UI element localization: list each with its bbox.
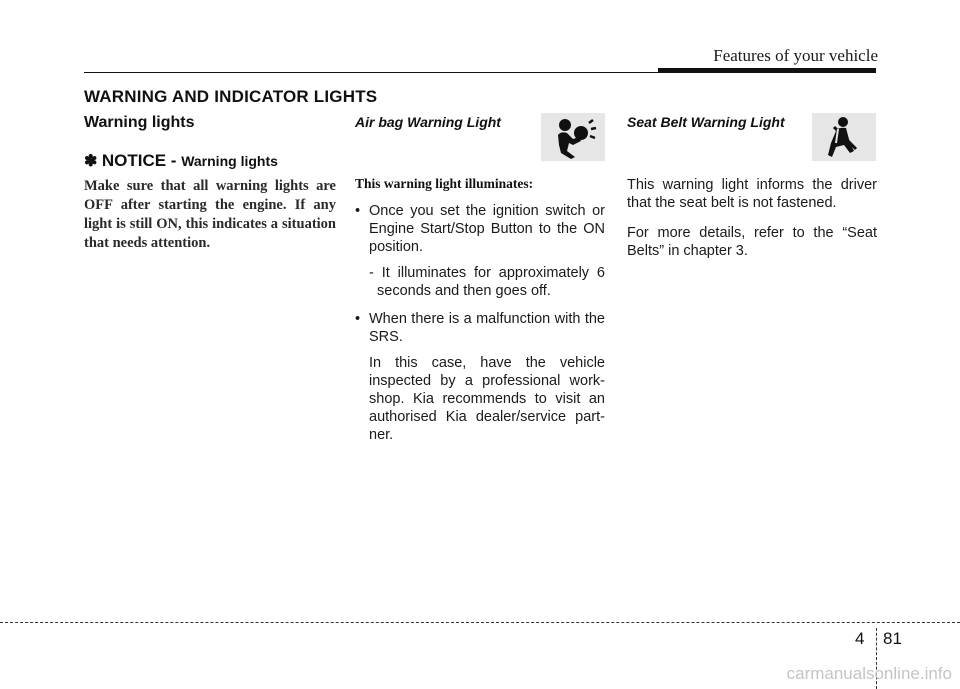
airbag-heading: Air bag Warning Light	[355, 114, 501, 130]
column-warning-lights	[84, 112, 336, 253]
seatbelt-paragraph: This warning light informs the driver that the seat belt is not fastened.	[627, 177, 877, 211]
notice-body: Make sure that all warning lights are OFF after starting the engine. If any light is still ON, this indicates a situation that needs attention.	[84, 178, 336, 251]
column-airbag	[355, 112, 605, 444]
page-number: 81	[883, 629, 902, 648]
section-title: WARNING AND INDICATOR LIGHTS	[84, 87, 378, 106]
running-header: Features of your vehicle	[713, 46, 878, 65]
seatbelt-warning-icon	[812, 113, 876, 161]
list-item	[355, 202, 605, 256]
footer-rule	[0, 622, 960, 623]
header-rule	[84, 72, 660, 73]
watermark: carmanualsonline.info	[786, 664, 952, 683]
warning-lights-heading: Warning lights	[84, 114, 195, 131]
seatbelt-reference: For more details, refer to the “Seat Belts” in chapter 3.	[627, 225, 877, 259]
airbag-warning-icon	[541, 113, 605, 161]
notice-star-icon: ✽	[84, 153, 98, 170]
header-rule-accent	[658, 68, 876, 73]
notice-subject: Warning lights	[181, 153, 278, 169]
notice-label: NOTICE -	[101, 151, 182, 170]
illuminates-label: This warning light illuminates:	[355, 176, 534, 191]
bullet-text: When there is a malfunction with the SRS.	[369, 311, 605, 345]
chapter-number: 4	[855, 629, 865, 648]
bullet-icon: •	[355, 311, 361, 327]
seatbelt-heading: Seat Belt Warning Light	[627, 114, 785, 130]
dash-item: - It illuminates for approximately 6 seconds and then goes off.	[369, 265, 605, 299]
notice-heading	[84, 151, 336, 171]
list-item	[355, 310, 605, 346]
bullet-text: Once you set the ignition switch or Engine Start/Stop Button to the ON position.	[369, 203, 605, 255]
bullet-subparagraph: In this case, have the vehicle inspected by a professional work-shop. Kia recommends to visit an authorised Kia dealer/service part-ner.	[369, 355, 605, 443]
bullet-icon: •	[355, 203, 361, 219]
